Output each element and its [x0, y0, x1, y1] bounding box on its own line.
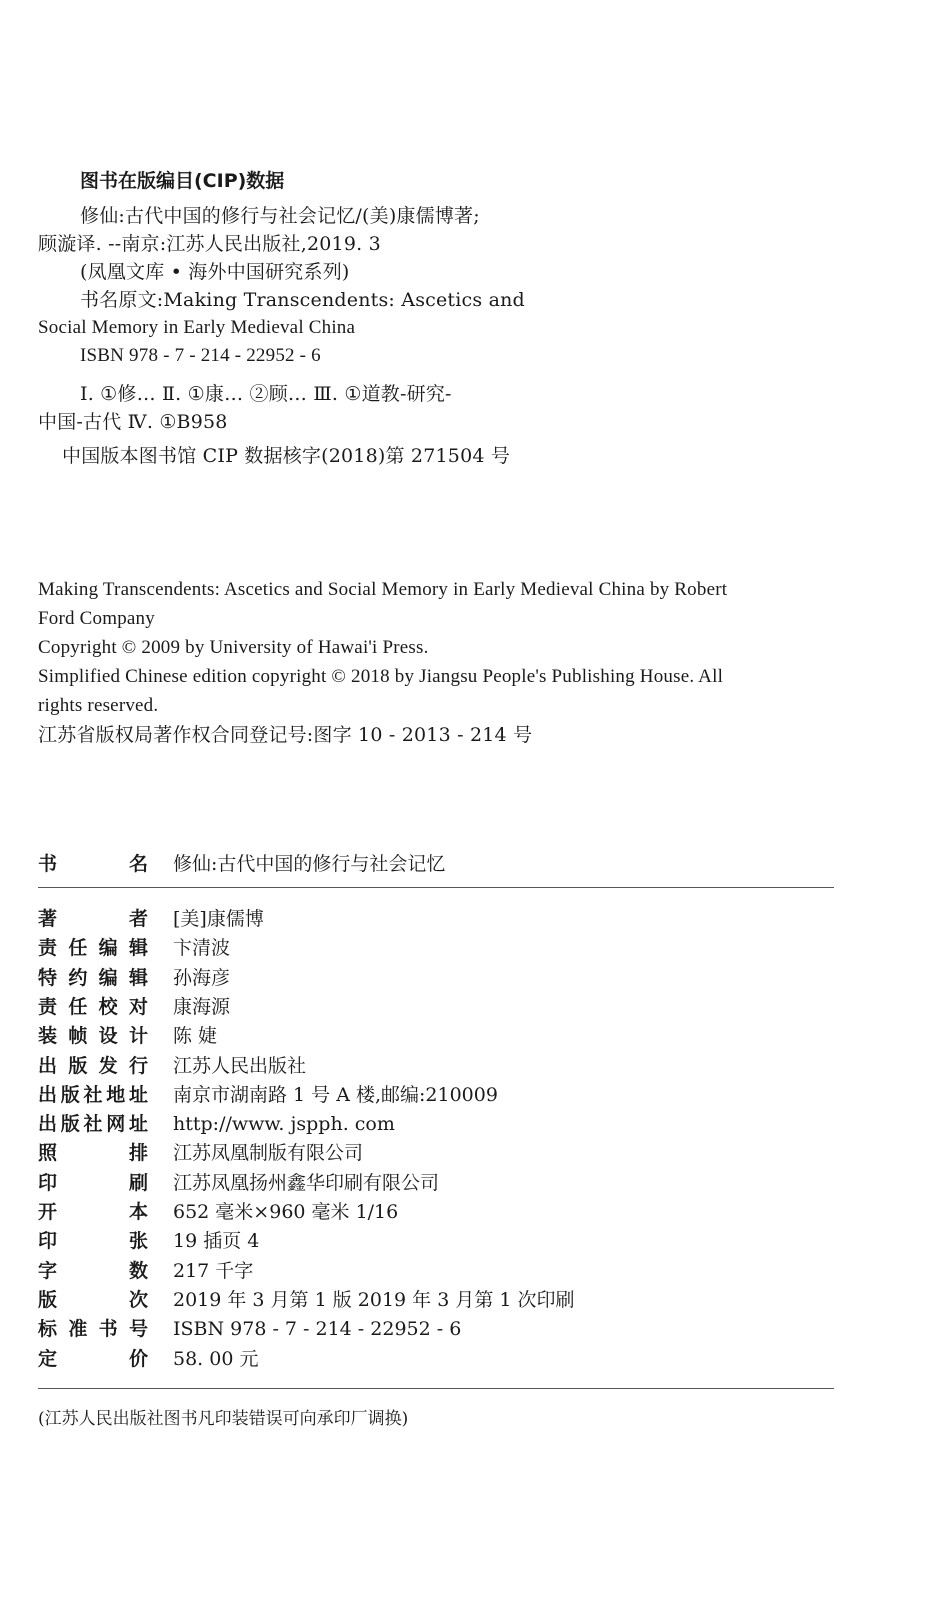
detail-row	[38, 1345, 838, 1373]
label-char: 版	[68, 1054, 88, 1077]
detail-row	[38, 1022, 838, 1050]
label-char: 书	[38, 853, 58, 875]
detail-label	[38, 1345, 148, 1373]
copyright-line-4: Simplified Chinese edition copyright © 2018 by Jiangsu People's Publishing House. All	[38, 666, 724, 687]
detail-row	[38, 1139, 838, 1167]
detail-row	[38, 1198, 838, 1226]
detail-value: 江苏凤凰扬州鑫华印刷有限公司	[173, 1171, 440, 1194]
label-char: 行	[128, 1054, 148, 1077]
label-char: 社	[83, 1113, 103, 1136]
label-char: 编	[98, 937, 118, 960]
label-char: 数	[128, 1259, 148, 1282]
detail-row	[38, 1227, 838, 1255]
book-title-value: 修仙:古代中国的修行与社会记忆	[173, 853, 446, 875]
label-char: 编	[98, 966, 118, 989]
detail-row	[38, 1110, 838, 1138]
cip-line-4: 书名原文:Making Transcendents: Ascetics and	[80, 289, 525, 311]
label-char: 名	[128, 853, 148, 875]
detail-value: 58. 00 元	[173, 1347, 259, 1370]
label-char: 约	[68, 966, 88, 989]
detail-row	[38, 1257, 838, 1285]
label-char: 辑	[128, 937, 148, 960]
book-title-row	[38, 850, 838, 878]
detail-label	[38, 1022, 148, 1050]
copyright-line-5: rights reserved.	[38, 695, 159, 716]
label-char: 照	[38, 1142, 58, 1165]
label-char: 出	[38, 1113, 58, 1136]
label-char: 本	[128, 1201, 148, 1223]
label-char: 校	[98, 995, 118, 1018]
cip-line-1: 修仙:古代中国的修行与社会记忆/(美)康儒博著;	[80, 205, 480, 227]
detail-value: 陈 婕	[173, 1025, 218, 1048]
label-char: 定	[38, 1347, 58, 1370]
label-char: 对	[128, 995, 148, 1018]
label-char: 辑	[128, 966, 148, 989]
cip-line-2: 顾漩译. --南京:江苏人民出版社,2019. 3	[38, 233, 381, 255]
detail-label	[38, 1169, 148, 1197]
label-char: 版	[60, 1083, 80, 1106]
copyright-line-1: Making Transcendents: Ascetics and Social Memory in Early Medieval China by Robert	[38, 579, 728, 600]
detail-value: 江苏人民出版社	[173, 1054, 307, 1077]
detail-value: 康海源	[173, 995, 231, 1018]
label-char: 出	[38, 1054, 58, 1077]
label-char: 张	[128, 1230, 148, 1253]
copyright-line-2: Ford Company	[38, 608, 155, 629]
cip-line-7: Ⅰ. ①修… Ⅱ. ①康… ②顾… Ⅲ. ①道教-研究-	[80, 383, 452, 405]
label-char: 版	[38, 1288, 58, 1311]
detail-value: [美]康儒博	[173, 908, 264, 930]
label-char: 者	[128, 908, 148, 930]
label-char: 印	[38, 1230, 58, 1253]
detail-label	[38, 1286, 148, 1314]
detail-row	[38, 1315, 838, 1343]
footer-note: (江苏人民出版社图书凡印装错误可向承印厂调换)	[38, 1409, 409, 1429]
label-char: 次	[128, 1288, 148, 1311]
copyright-line-3: Copyright © 2009 by University of Hawai'i Press.	[38, 637, 429, 658]
detail-label	[38, 1081, 148, 1109]
label-char: 计	[128, 1025, 148, 1048]
cip-line-6: ISBN 978 - 7 - 214 - 22952 - 6	[80, 345, 321, 366]
label-char: 印	[38, 1171, 58, 1194]
label-char: 排	[128, 1142, 148, 1165]
detail-value: 江苏凤凰制版有限公司	[173, 1142, 364, 1165]
detail-label	[38, 934, 148, 962]
detail-label	[38, 1198, 148, 1226]
detail-value: 652 毫米×960 毫米 1/16	[173, 1201, 399, 1223]
label-char: 地	[106, 1083, 126, 1106]
detail-row	[38, 934, 838, 962]
label-char: 准	[68, 1318, 88, 1341]
label-char: 责	[38, 937, 58, 960]
detail-value: 2019 年 3 月第 1 版 2019 年 3 月第 1 次印刷	[173, 1288, 575, 1311]
detail-row	[38, 1169, 838, 1197]
label-char: 址	[128, 1083, 148, 1106]
detail-label	[38, 905, 148, 933]
detail-row	[38, 964, 838, 992]
detail-value: ISBN 978 - 7 - 214 - 22952 - 6	[173, 1318, 462, 1341]
bottom-divider	[38, 1388, 834, 1389]
detail-label	[38, 964, 148, 992]
label-char: 书	[98, 1318, 118, 1341]
label-char: 标	[38, 1318, 58, 1341]
detail-row	[38, 905, 838, 933]
cip-line-5: Social Memory in Early Medieval China	[38, 317, 356, 338]
copyright-line-6: 江苏省版权局著作权合同登记号:图字 10 - 2013 - 214 号	[38, 724, 533, 746]
detail-value: 19 插页 4	[173, 1230, 260, 1253]
label-char: 设	[98, 1025, 118, 1048]
label-char: 发	[98, 1054, 118, 1077]
label-char: 网	[106, 1113, 126, 1136]
detail-row	[38, 993, 838, 1021]
detail-value: 217 千字	[173, 1259, 254, 1282]
label-char: 任	[68, 937, 88, 960]
detail-value: 孙海彦	[173, 966, 231, 989]
detail-row	[38, 1081, 838, 1109]
label-char: 字	[38, 1259, 58, 1282]
detail-label	[38, 1052, 148, 1080]
label-char: 责	[38, 995, 58, 1018]
detail-value: http://www. jspph. com	[173, 1113, 395, 1136]
label-char: 社	[83, 1083, 103, 1106]
detail-row	[38, 1286, 838, 1314]
label-char: 帧	[68, 1025, 88, 1048]
label-char: 著	[38, 908, 58, 930]
label-char: 号	[128, 1318, 148, 1341]
detail-value: 南京市湖南路 1 号 A 楼,邮编:210009	[173, 1083, 498, 1106]
label-char: 出	[38, 1083, 58, 1106]
cip-line-8: 中国-古代 Ⅳ. ①B958	[38, 411, 228, 433]
label-char: 任	[68, 995, 88, 1018]
book-title-label	[38, 850, 148, 878]
detail-label	[38, 993, 148, 1021]
detail-label	[38, 1139, 148, 1167]
detail-label	[38, 1257, 148, 1285]
top-divider	[38, 887, 834, 888]
detail-row	[38, 1052, 838, 1080]
detail-value: 卞清波	[173, 937, 231, 960]
label-char: 开	[38, 1201, 58, 1223]
label-char: 特	[38, 966, 58, 989]
detail-label	[38, 1110, 148, 1138]
cip-line-3: (凤凰文库 • 海外中国研究系列)	[80, 261, 350, 283]
label-char: 版	[60, 1113, 80, 1136]
label-char: 址	[128, 1113, 148, 1136]
cip-title: 图书在版编目(CIP)数据	[80, 170, 285, 192]
detail-label	[38, 1227, 148, 1255]
label-char: 价	[128, 1347, 148, 1370]
label-char: 装	[38, 1025, 58, 1048]
detail-label	[38, 1315, 148, 1343]
cip-line-9: 中国版本图书馆 CIP 数据核字(2018)第 271504 号	[62, 445, 511, 467]
label-char: 刷	[128, 1171, 148, 1194]
